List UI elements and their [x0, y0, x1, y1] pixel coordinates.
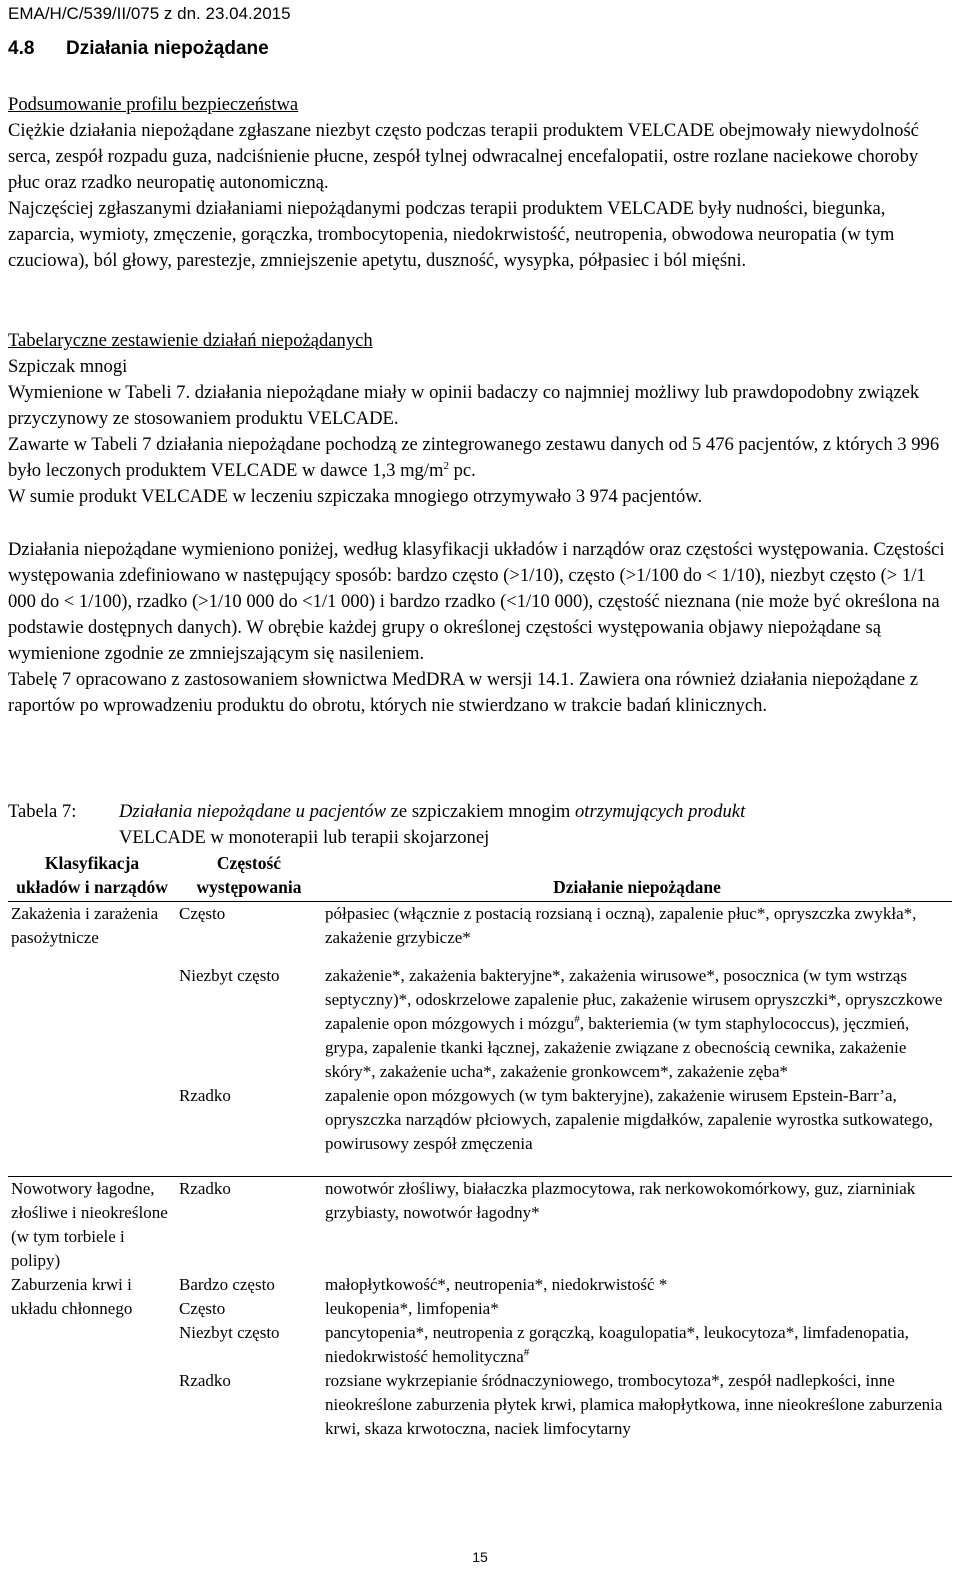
tabular-heading: Tabelaryczne zestawienie działań niepożądanych [8, 330, 373, 351]
frequency-cell: Rzadko [176, 1177, 322, 1274]
reaction-cell: rozsiane wykrzepianie śródnaczyniowego, trombocytoza*, zespół nadlepkości, inne nieokreślone zaburzenia płytek krwi, plamica małopłytkowa, inne nieokreślone zaburzenia krwi, skaza krwotoczna, naciek limfocytarny [325, 1371, 943, 1438]
summary-heading: Podsumowanie profilu bezpieczeństwa [8, 94, 299, 115]
frequency-cell: Rzadko [179, 1086, 231, 1105]
table-label: Tabela 7: [8, 801, 77, 822]
page-number: 15 [472, 1549, 488, 1565]
frequency-cell: Bardzo często [179, 1275, 275, 1294]
summary-paragraph-1: Ciężkie działania niepożądane zgłaszane niezbyt często podczas terapii produktem VELCADE obejmowały niewydolność serca, zespół rozpadu guza, nadciśnienie płucne, zespół tylnej odwracalnej encefalopatii, ostre rozlane naciekowe choroby płuc oraz rzadko neuropatię autonomiczną. [8, 120, 919, 193]
summary-section [8, 92, 952, 274]
frequency-cell: Często [179, 904, 226, 923]
tabular-section [8, 328, 952, 510]
section-title: Działania niepożądane [66, 38, 269, 59]
header-frequency: Częstość występowania [176, 851, 322, 902]
section-heading [8, 38, 269, 60]
soc-cell: Nowotwory łagodne, złośliwe i nieokreślone (w tym torbiele i polipy) [8, 1177, 176, 1274]
adverse-reactions-table [8, 851, 952, 1441]
frequency-cell: Często [179, 1299, 226, 1318]
reaction-cell: nowotwór złośliwy, białaczka plazmocytowa, rak nerkowokomórkowy, guz, ziarniniak grzybiasty, nowotwór łagodny* [322, 1177, 952, 1274]
header-reaction: Działanie niepożądane [322, 851, 952, 902]
frequency-paragraph-1: Działania niepożądane wymieniono poniżej, według klasyfikacji układów i narządów oraz częstości występowania. Częstości występowania zdefiniowano w następujący sposób: bardzo często (>1/10), często (>1/100 do < 1/10), niezbyt często (> 1/1 000 do < 1/100), rzadko (>1/10 000 do <1/1 000) i bardzo rzadko (<1/10 000), częstość nieznana (nie może być określona na podstawie dostępnych danych). W obrębie każdej grupy o określonej częstości występowania objawy niepożądane są wymienione zgodnie ze zmniejszającym się nasileniem. [8, 539, 945, 664]
frequency-paragraph-2: Tabelę 7 opracowano z zastosowaniem słownictwa MedDRA w wersji 14.1. Zawiera ona również działania niepożądane z raportów po wprowadzeniu produktu do obrotu, których nie stwierdzano w trakcie badań klinicznych. [8, 669, 918, 716]
table-row [8, 1177, 952, 1274]
reaction-cell: pancytopenia*, neutropenia z gorączką, koagulopatia*, leukocytoza*, limfadenopatia, niedokrwistość hemolityczna# [325, 1323, 909, 1366]
table-row [8, 902, 952, 965]
tabular-paragraph-3: W sumie produkt VELCADE w leczeniu szpiczaka mnogiego otrzymywało 3 974 pacjentów. [8, 486, 703, 507]
document-id: EMA/H/C/539/II/075 z dn. 23.04.2015 [8, 4, 291, 23]
tabular-paragraph-2: Zawarte w Tabeli 7 działania niepożądane pochodzą ze zintegrowanego zestawu danych od 5 476 pacjentów, z których 3 996 było leczonych produktem VELCADE w dawce 1,3 $mg/m^2$ pc. [8, 434, 940, 481]
header-soc: Klasyfikacja układów i narządów [8, 851, 176, 902]
frequency-cell: Rzadko [179, 1371, 231, 1390]
summary-paragraph-2: Najczęściej zgłaszanymi działaniami niepożądanymi podczas terapii produktem VELCADE były nudności, biegunka, zaparcia, wymioty, zmęczenie, gorączka, trombocytopenia, niedokrwistość, neutropenia, obwodowa neuropatia (w tym czuciowa), ból głowy, parestezje, zmniejszenie apetytu, duszność, wysypka, półpasiec i ból mięśni. [8, 198, 895, 271]
frequency-cell: Niezbyt często [179, 966, 280, 985]
frequency-cell: Niezbyt często [179, 1323, 280, 1342]
frequency-section [8, 537, 952, 719]
reaction-cell: leukopenia*, limfopenia* [325, 1299, 499, 1318]
table-row [8, 1273, 952, 1297]
reaction-cell: zakażenie*, zakażenia bakteryjne*, zakażenia wirusowe*, posocznica (w tym wstrząs septyczny)*, odoskrzelowe zapalenie płuc, zakażenie wirusem opryszczki*, opryszczkowe zapalenie opon mózgowych i mózgu#, bakteriemia (w tym staphylococcus), jęczmień, grypa, zapalenie tkanki łącznej, zakażenie związane z obecnością cewnika, zakażenie skóry*, zakażenie ucha*, zakażenie gronkowcem*, zakażenie zęba* [325, 966, 943, 1081]
reaction-cell: małopłytkowość*, neutropenia*, niedokrwistość * [325, 1275, 668, 1294]
tabular-subheading: Szpiczak mnogi [8, 356, 128, 377]
reaction-cell: zapalenie opon mózgowych (w tym bakteryjne), zakażenie wirusem Epstein-Barr’a, opryszczka narządów płciowych, zapalenie migdałków, zapalenie wyrostka sutkowatego, powirusowy zespół zmęczenia [325, 1086, 933, 1153]
table-title: Działania niepożądane u pacjentów ze szpiczakiem mnogim otrzymujących produkt VELCADE w monoterapii lub terapii skojarzonej [119, 801, 746, 848]
tabular-paragraph-1: Wymienione w Tabeli 7. działania niepożądane miały w opinii badaczy co najmniej możliwy lub prawdopodobny związek przyczynowy ze stosowaniem produktu VELCADE. [8, 382, 920, 429]
soc-cell: Zaburzenia krwi i układu chłonnego [11, 1275, 133, 1318]
soc-cell: Zakażenia i zarażenia pasożytnicze [11, 904, 159, 947]
table-header-row [8, 851, 952, 902]
reaction-cell: półpasiec (włącznie z postacią rozsianą i oczną), zapalenie płuc*, opryszczka zwykła*, zakażenie grzybicze* [325, 904, 917, 947]
section-number: 4.8 [8, 38, 35, 59]
